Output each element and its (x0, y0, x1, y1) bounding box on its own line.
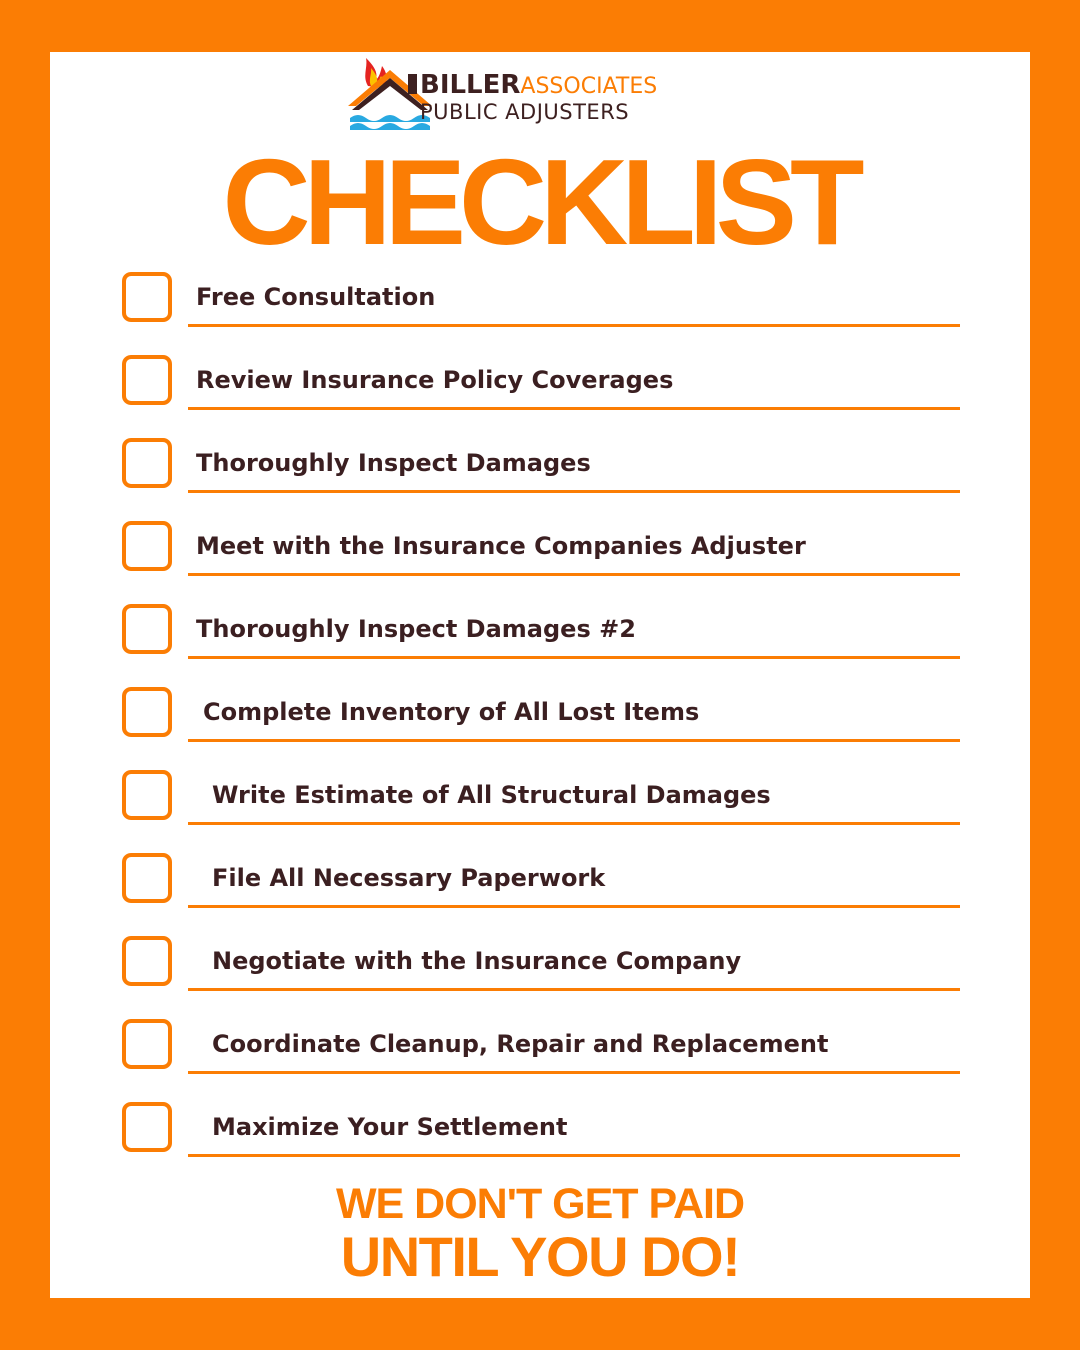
list-item (50, 853, 1030, 923)
divider (188, 739, 960, 742)
checkbox[interactable] (122, 1019, 172, 1069)
divider (188, 1071, 960, 1074)
logo-name-secondary: ASSOCIATES (520, 74, 658, 99)
list-item-label: Coordinate Cleanup, Repair and Replacement (212, 1030, 829, 1058)
logo-tagline: PUBLIC ADJUSTERS (420, 100, 630, 124)
list-item (50, 355, 1030, 425)
footer-line-2: UNTIL YOU DO! (340, 1225, 740, 1288)
list-item-label: File All Necessary Paperwork (212, 864, 606, 892)
list-item (50, 438, 1030, 508)
list-item-label: Negotiate with the Insurance Company (212, 947, 742, 975)
list-item-label: Complete Inventory of All Lost Items (203, 698, 700, 726)
list-item (50, 272, 1030, 342)
list-item-label: Write Estimate of All Structural Damages (212, 781, 771, 809)
footer-tagline (50, 1180, 1030, 1286)
list-item (50, 1102, 1030, 1172)
list-item (50, 770, 1030, 840)
divider (188, 988, 960, 991)
list-item-label: Thoroughly Inspect Damages (196, 449, 591, 477)
divider (188, 324, 960, 327)
divider (188, 407, 960, 410)
checkbox[interactable] (122, 355, 172, 405)
list-item (50, 521, 1030, 591)
logo-name-primary: BILLER (420, 70, 521, 100)
page-title: CHECKLIST (222, 134, 858, 270)
checkbox[interactable] (122, 438, 172, 488)
checkbox[interactable] (122, 521, 172, 571)
checkbox[interactable] (122, 1102, 172, 1152)
divider (188, 656, 960, 659)
list-item (50, 1019, 1030, 1089)
divider (188, 822, 960, 825)
list-item-label: Free Consultation (196, 283, 436, 311)
list-item-label: Maximize Your Settlement (212, 1113, 568, 1141)
checkbox[interactable] (122, 770, 172, 820)
list-item-label: Meet with the Insurance Companies Adjuster (196, 532, 806, 560)
divider (188, 905, 960, 908)
checklist (50, 52, 1030, 1298)
list-item (50, 687, 1030, 757)
checkbox[interactable] (122, 853, 172, 903)
list-item (50, 604, 1030, 674)
checkbox[interactable] (122, 936, 172, 986)
list-item-label: Review Insurance Policy Coverages (196, 366, 674, 394)
checklist-card (50, 52, 1030, 1298)
divider (188, 573, 960, 576)
divider (188, 490, 960, 493)
checkbox[interactable] (122, 272, 172, 322)
checkbox[interactable] (122, 604, 172, 654)
footer-line-1: WE DON'T GET PAID (335, 1180, 745, 1228)
checkbox[interactable] (122, 687, 172, 737)
divider (188, 1154, 960, 1157)
list-item-label: Thoroughly Inspect Damages #2 (196, 615, 636, 643)
list-item (50, 936, 1030, 1006)
